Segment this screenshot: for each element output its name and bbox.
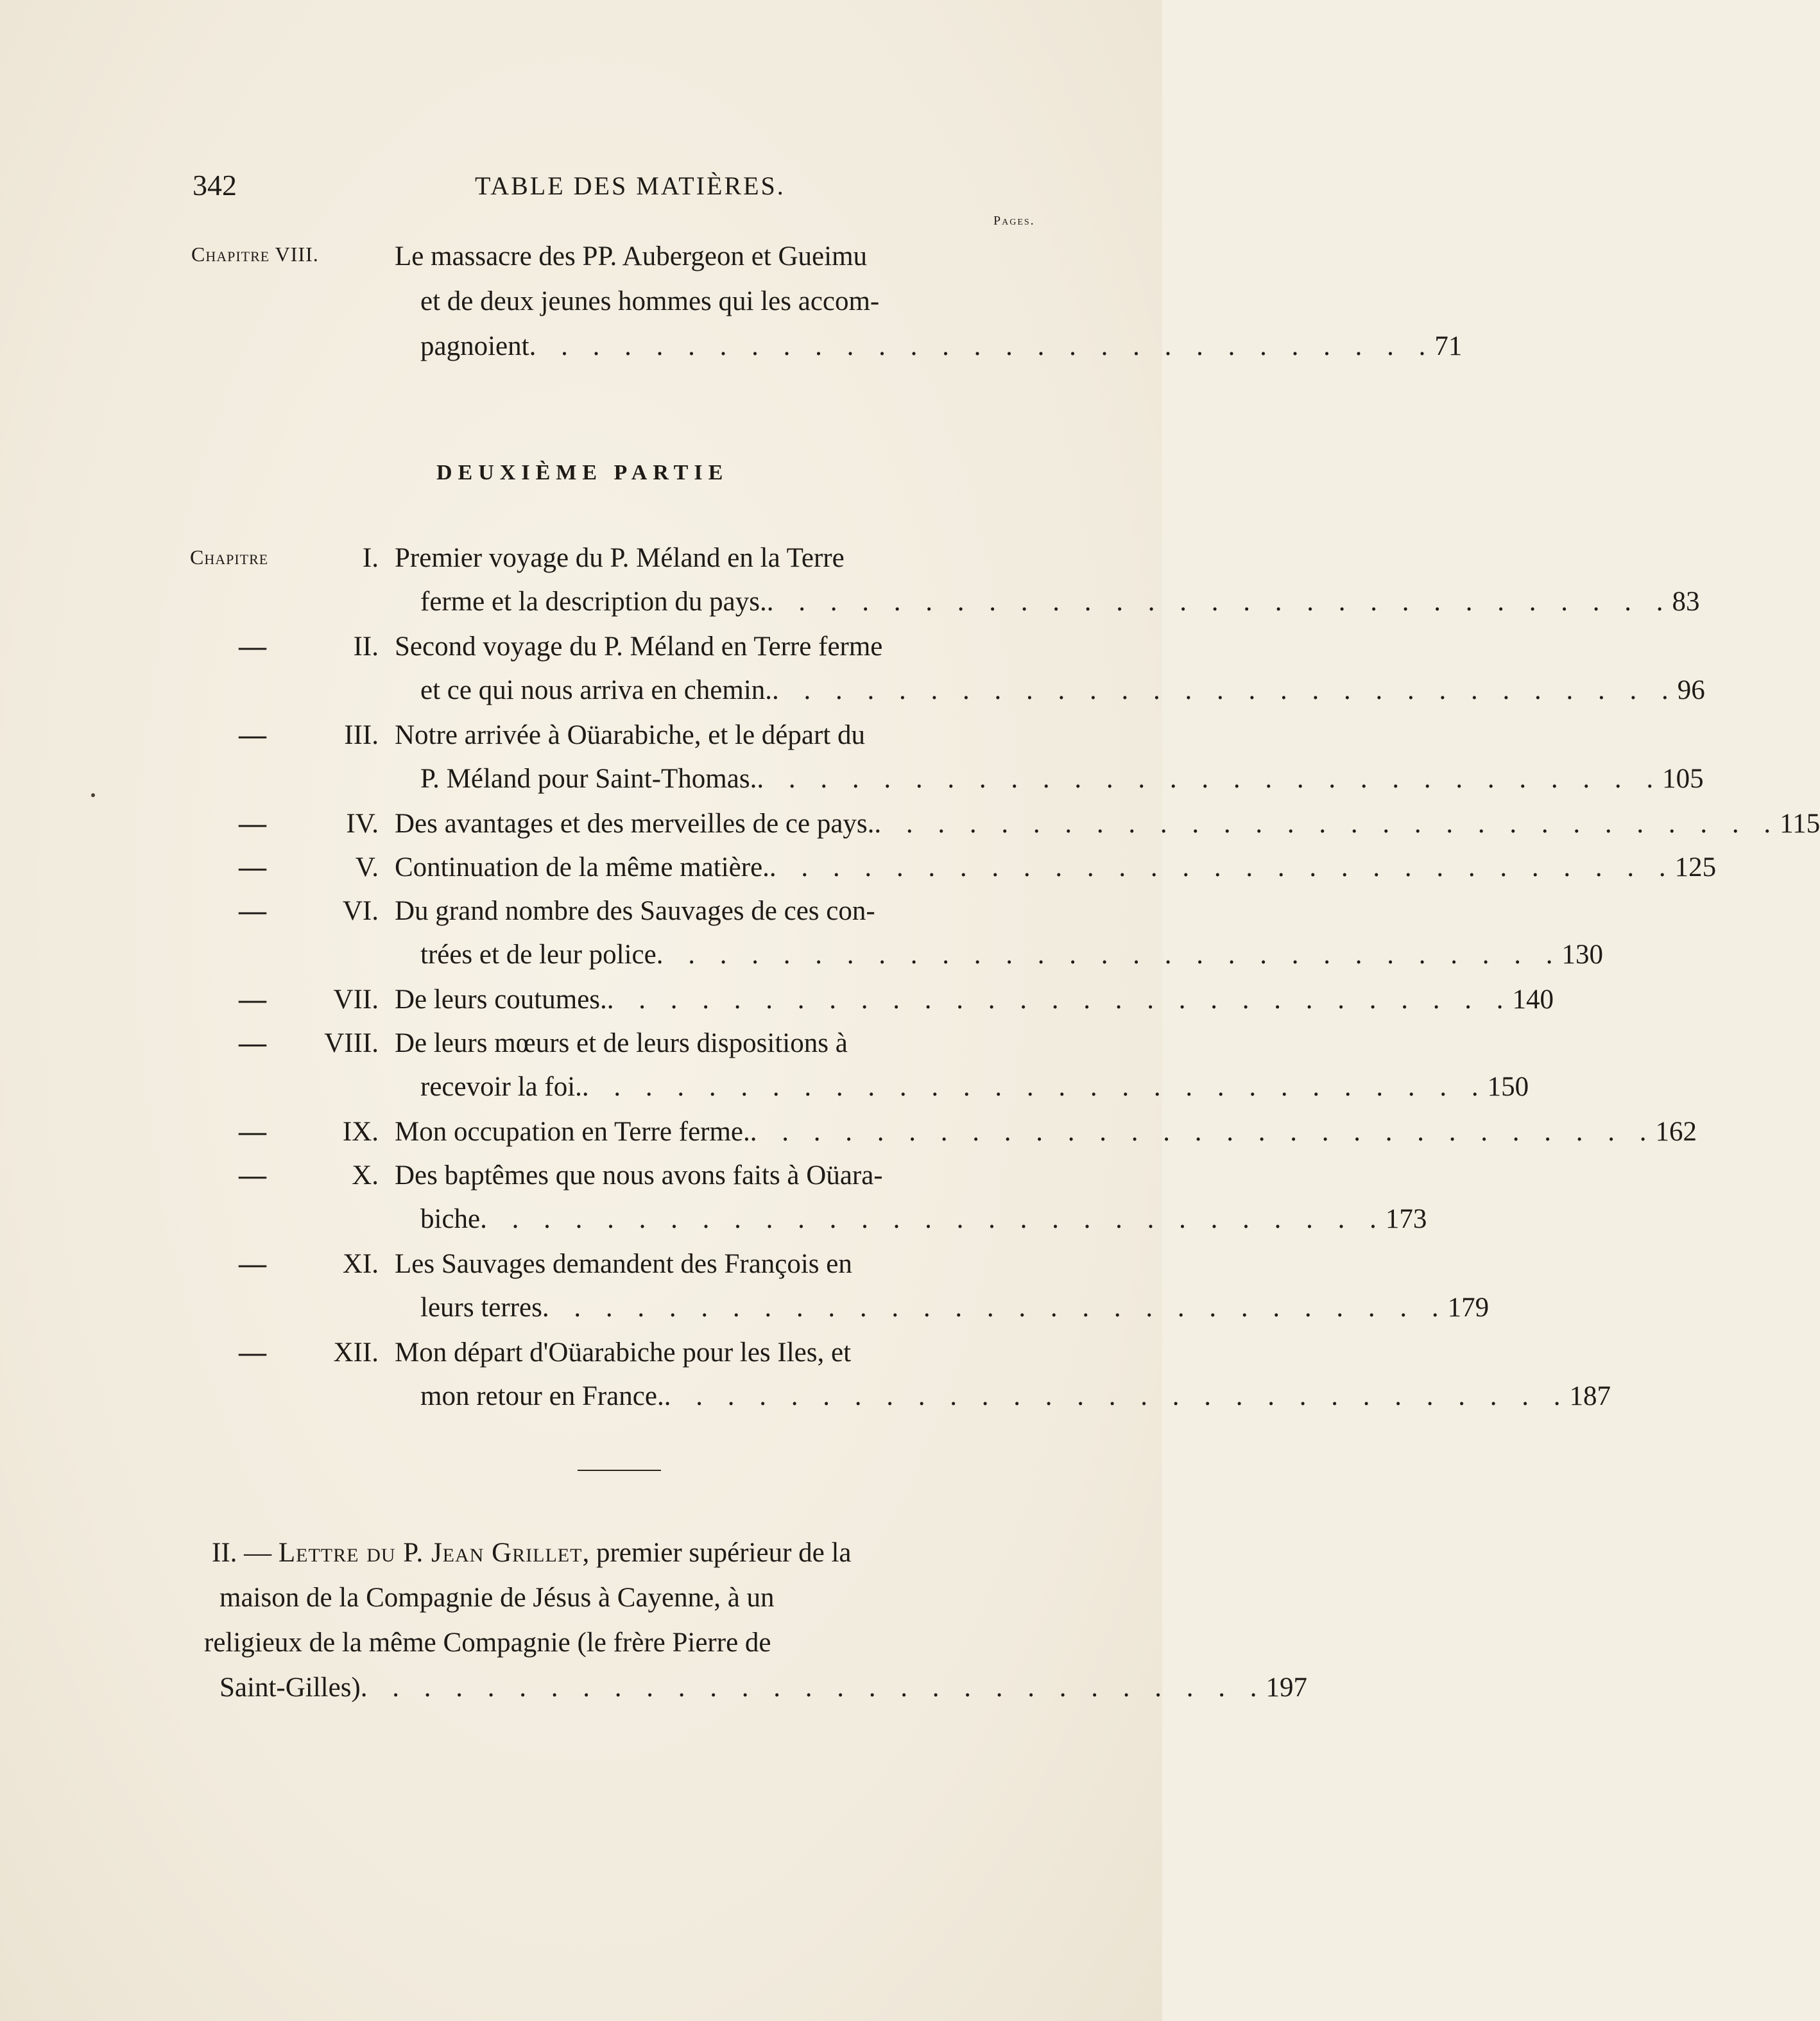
entry-line: Premier voyage du P. Méland en la Terre — [395, 543, 845, 573]
entry-line: Du grand nombre des Sauvages de ces con- — [395, 896, 875, 926]
ditto-dash: — — [239, 720, 266, 750]
entry-line: Des avantages et des merveilles de ce pays. — [395, 809, 875, 839]
page-ref: 115 — [1780, 809, 1820, 839]
chapter-number: I. — [362, 543, 379, 573]
ditto-dash: — — [239, 1160, 266, 1191]
entry-line: Second voyage du P. Méland en Terre ferme — [395, 632, 883, 662]
leader-dots: . . . . . . . . . . . . . . . . . . . . . . . . . . . . . — [529, 331, 1435, 361]
entry-last-line — [420, 1072, 1529, 1102]
leader-dots: . . . . . . . . . . . . . . . . . . . . . . . . . . . . . — [750, 1117, 1656, 1147]
entry-line: maison de la Compagnie de Jésus à Cayenne, à un — [219, 1583, 775, 1613]
leader-dots: . . . . . . . . . . . . . . . . . . . . . . . . . . . . . — [757, 764, 1663, 794]
page-ref: 140 — [1512, 985, 1554, 1015]
entry-line: De leurs mœurs et de leurs dispositions à — [395, 1028, 848, 1058]
entry-line: , premier supérieur de la — [582, 1538, 852, 1568]
page-number: 342 — [193, 169, 237, 202]
entry-line: Mon départ d'Oüarabiche pour les Iles, et — [395, 1337, 852, 1368]
leader-dots: . . . . . . . . . . . . . . . . . . . . . . . . . . . . . — [769, 852, 1675, 882]
entry-last-line — [420, 1293, 1489, 1323]
entry-last-line — [420, 331, 1463, 361]
chapter-number: IX. — [342, 1117, 379, 1147]
leader-dots: . . . . . . . . . . . . . . . . . . . . . . . . . . . . . — [874, 809, 1780, 839]
entry-line: trées et de leur police — [420, 940, 657, 970]
entry-last-line — [420, 587, 1700, 617]
chapter-number: XII. — [333, 1337, 379, 1368]
entry-line: pagnoient — [420, 331, 529, 361]
page-ref: 83 — [1672, 587, 1700, 617]
entry-last-line — [219, 1673, 1307, 1703]
entry-line: et ce qui nous arriva en chemin. — [420, 675, 773, 705]
ditto-dash: — — [239, 852, 266, 882]
page-ref: 162 — [1655, 1117, 1697, 1147]
page-ref: 96 — [1677, 675, 1705, 705]
entry-line: De leurs coutumes. — [395, 985, 607, 1015]
entry-line: leurs terres — [420, 1293, 542, 1323]
chapter-number: II. — [353, 632, 379, 662]
chapter-label: Chapitre VIII. — [191, 243, 319, 266]
paper-speck — [91, 793, 95, 797]
chapter-number: VII. — [333, 985, 379, 1015]
leader-dots: . . . . . . . . . . . . . . . . . . . . . . . . . . . . . — [656, 940, 1562, 970]
leader-dots: . . . . . . . . . . . . . . . . . . . . . . . . . . . . . — [581, 1072, 1488, 1102]
entry-line: Des baptêmes que nous avons faits à Oüara- — [395, 1160, 883, 1191]
entry-last-line — [395, 809, 1820, 839]
page-ref: 150 — [1487, 1072, 1529, 1102]
entry-line: et de deux jeunes hommes qui les accom- — [420, 286, 880, 316]
leader-dots: . . . . . . . . . . . . . . . . . . . . . . . . . . . . . — [664, 1381, 1570, 1411]
ditto-dash: — — [239, 1337, 266, 1368]
entry-line: biche — [420, 1204, 481, 1234]
entry-line: religieux de la même Compagnie (le frère Pierre de — [204, 1628, 771, 1658]
page-ref: 173 — [1385, 1204, 1427, 1234]
entry-line: Notre arrivée à Oüarabiche, et le départ du — [395, 720, 865, 750]
entry-line: Mon occupation en Terre ferme. — [395, 1117, 750, 1147]
entry-last-line — [420, 1381, 1611, 1411]
section-divider — [578, 1470, 661, 1471]
entry-line: Saint-Gilles) — [219, 1673, 361, 1703]
letter-first-line — [212, 1539, 852, 1567]
entry-last-line — [395, 852, 1717, 882]
letter-prefix: II. — — [212, 1538, 279, 1568]
entry-line: ferme et la description du pays. — [420, 587, 767, 617]
entry-line: Les Sauvages demandent des François en — [395, 1249, 852, 1279]
leader-dots: . . . . . . . . . . . . . . . . . . . . . . . . . . . . . — [606, 985, 1513, 1015]
entry-line: mon retour en France. — [420, 1381, 664, 1411]
leader-dots: . . . . . . . . . . . . . . . . . . . . . . . . . . . . . — [772, 675, 1678, 705]
entry-last-line — [420, 675, 1705, 705]
letter-title: Lettre du P. Jean Grillet — [278, 1538, 583, 1568]
page-ref: 179 — [1447, 1293, 1489, 1323]
page-ref: 105 — [1662, 764, 1704, 794]
ditto-dash: — — [239, 1117, 266, 1147]
chapter-label: Chapitre — [190, 546, 269, 569]
entry-last-line — [395, 985, 1554, 1015]
entry-line: recevoir la foi. — [420, 1072, 582, 1102]
chapter-number: VI. — [342, 896, 379, 926]
entry-line: Continuation de la même matière. — [395, 852, 769, 882]
section-title: DEUXIÈME PARTIE — [436, 461, 729, 485]
chapter-number: VIII. — [324, 1028, 379, 1058]
chapter-number: IV. — [346, 809, 379, 839]
entry-line: P. Méland pour Saint-Thomas. — [420, 764, 757, 794]
leader-dots: . . . . . . . . . . . . . . . . . . . . . . . . . . . . . — [480, 1204, 1386, 1234]
leader-dots: . . . . . . . . . . . . . . . . . . . . . . . . . . . . . — [766, 587, 1672, 617]
page-ref: 197 — [1266, 1673, 1307, 1703]
ditto-dash: — — [239, 1249, 266, 1279]
entry-last-line — [420, 940, 1603, 970]
chapter-number: XI. — [342, 1249, 379, 1279]
ditto-dash: — — [239, 809, 266, 839]
entry-last-line — [420, 764, 1704, 794]
page-ref: 187 — [1569, 1381, 1611, 1411]
chapter-number: X. — [352, 1160, 379, 1191]
ditto-dash: — — [239, 985, 266, 1015]
page-ref: 125 — [1674, 852, 1717, 882]
entry-line: Le massacre des PP. Aubergeon et Gueimu — [395, 241, 868, 271]
ditto-dash: — — [239, 1028, 266, 1058]
chapter-number: III. — [344, 720, 379, 750]
entry-last-line — [395, 1117, 1697, 1147]
entry-last-line — [420, 1204, 1427, 1234]
ditto-dash: — — [239, 896, 266, 926]
page-ref: 71 — [1434, 331, 1463, 361]
leader-dots: . . . . . . . . . . . . . . . . . . . . . . . . . . . . . — [360, 1673, 1266, 1703]
ditto-dash: — — [239, 632, 266, 662]
chapter-number: V. — [355, 852, 379, 882]
running-title: TABLE DES MATIÈRES. — [475, 171, 786, 200]
pages-column-label: Pages. — [993, 214, 1035, 228]
page-ref: 130 — [1561, 940, 1603, 970]
leader-dots: . . . . . . . . . . . . . . . . . . . . . . . . . . . . . — [542, 1293, 1448, 1323]
